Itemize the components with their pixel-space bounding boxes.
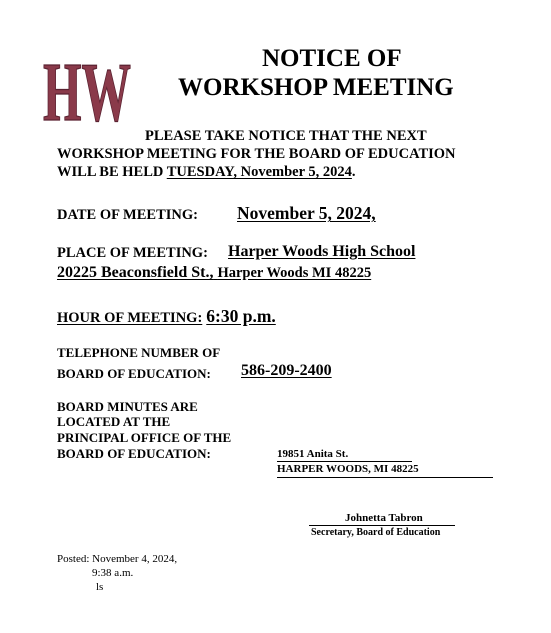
address-underline-1	[277, 461, 412, 462]
date-label: DATE OF MEETING:	[57, 207, 198, 223]
place-value-line-2	[57, 264, 371, 282]
hour-row	[57, 306, 276, 327]
signature-title: Secretary, Board of Education	[311, 527, 441, 538]
telephone-value: 586-209-2400	[241, 362, 332, 379]
title-line-1: NOTICE OF	[262, 45, 402, 72]
notice-prefix: WILL BE HELD	[57, 164, 167, 180]
minutes-address-line-1: 19851 Anita St.	[277, 448, 349, 460]
logo-lettering: HW	[43, 46, 131, 132]
minutes-label-line-4: BOARD OF EDUCATION:	[57, 446, 211, 461]
logo-outline: HW	[43, 46, 131, 132]
notice-line-3	[57, 164, 356, 181]
notice-date: TUESDAY, November 5, 2024	[166, 164, 352, 180]
telephone-label-line-1: TELEPHONE NUMBER OF	[57, 345, 221, 360]
hour-label: HOUR OF MEETING:	[57, 310, 203, 326]
minutes-label-line-1: BOARD MINUTES ARE	[57, 399, 198, 414]
posted-line-3: ls	[96, 581, 104, 593]
place-value-line-1: Harper Woods High School	[228, 243, 416, 260]
hw-logo	[42, 44, 132, 132]
signature-name: Johnetta Tabron	[345, 512, 423, 524]
title-line-2: WORKSHOP MEETING	[178, 74, 454, 101]
place-label: PLACE OF MEETING:	[57, 245, 208, 261]
hour-value: 6:30 p.m.	[206, 306, 276, 326]
posted-line-2: 9:38 a.m.	[92, 567, 134, 579]
place-city: Harper Woods MI 48225	[217, 265, 372, 281]
notice-line-1: PLEASE TAKE NOTICE THAT THE NEXT	[145, 128, 427, 144]
signature-line	[309, 525, 455, 526]
date-value: November 5, 2024,	[237, 203, 376, 223]
place-street: 20225 Beaconsfield St.,	[57, 264, 214, 281]
posted-line-1: Posted: November 4, 2024,	[57, 553, 178, 565]
telephone-label-line-2: BOARD OF EDUCATION:	[57, 366, 211, 381]
minutes-label-line-3: PRINCIPAL OFFICE OF THE	[57, 430, 232, 445]
minutes-label-line-2: LOCATED AT THE	[57, 414, 171, 429]
address-underline-2	[277, 477, 493, 478]
notice-suffix: .	[351, 164, 356, 180]
notice-line-2: WORKSHOP MEETING FOR THE BOARD OF EDUCATION	[57, 146, 456, 162]
minutes-address-line-2: HARPER WOODS, MI 48225	[277, 463, 419, 475]
